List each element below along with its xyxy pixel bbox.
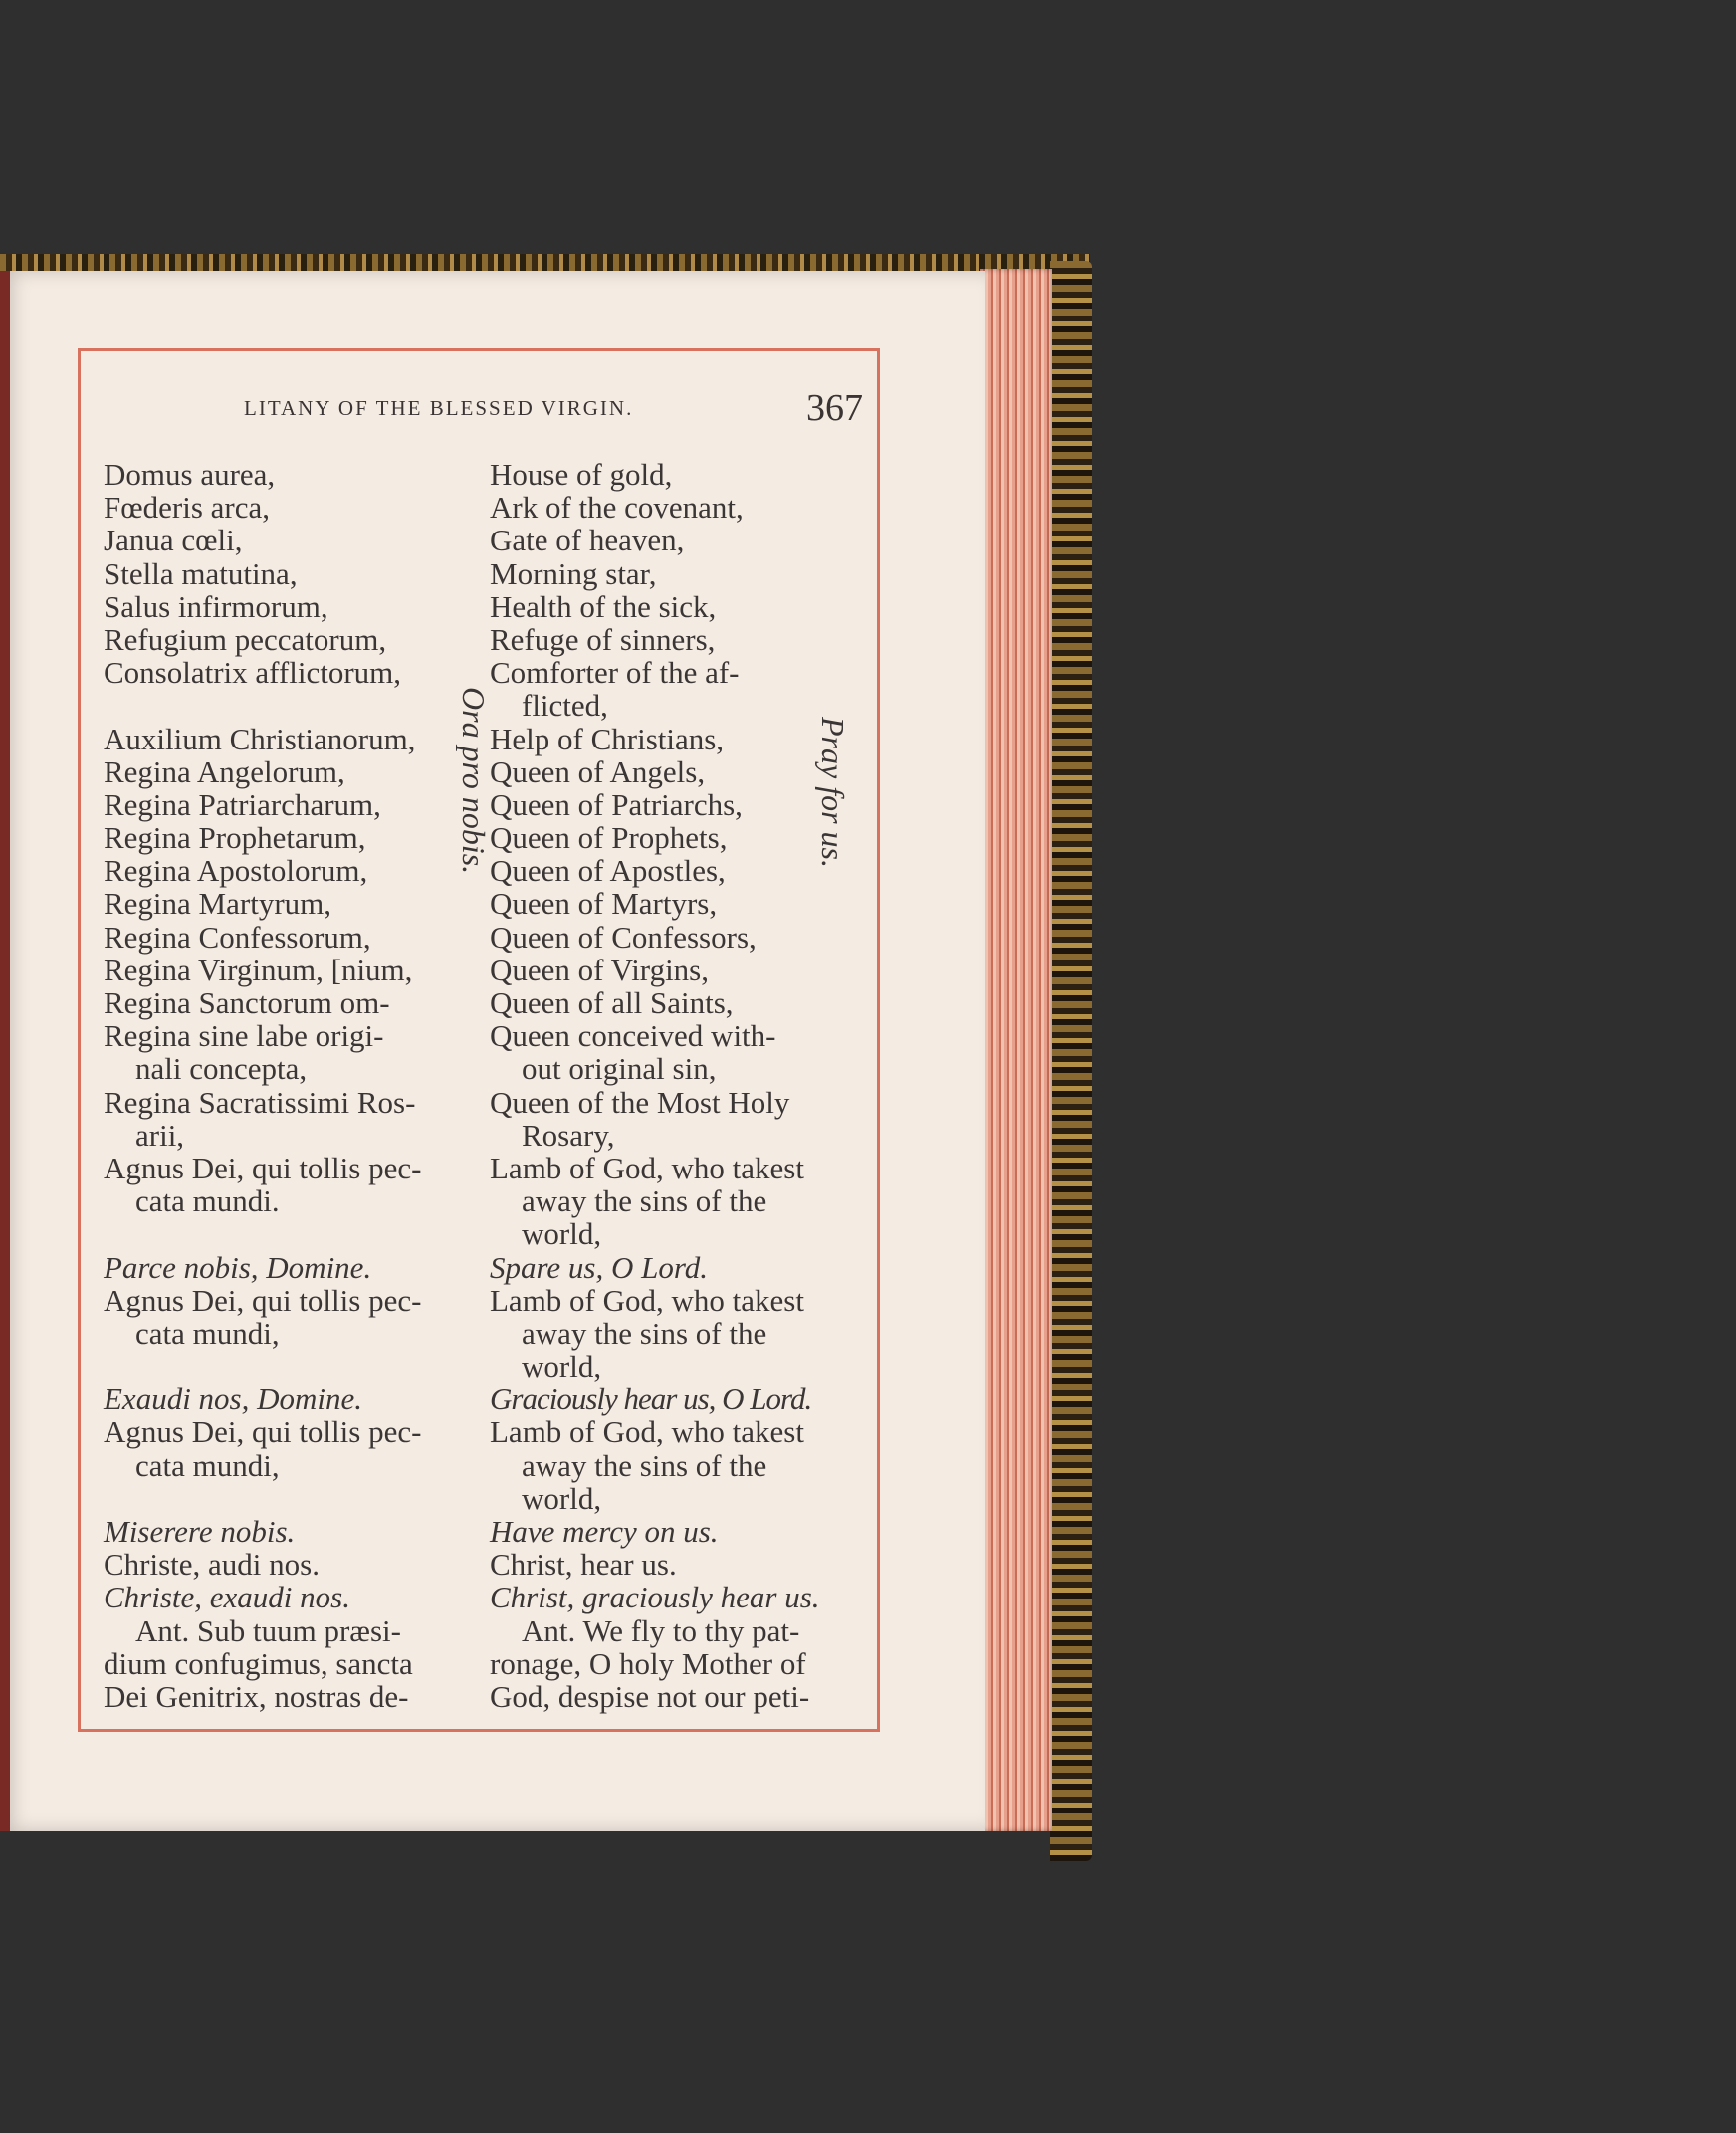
english-line: Ark of the covenant,	[490, 490, 744, 526]
latin-line: cata mundi,	[135, 1447, 280, 1483]
english-line: world,	[522, 1349, 602, 1385]
latin-line: Salus infirmorum,	[104, 588, 328, 624]
english-line: Lamb of God, who takest	[490, 1282, 804, 1318]
book-binding-right	[1050, 261, 1092, 1861]
latin-line: Consolatrix afflictorum,	[104, 655, 402, 691]
latin-line: Regina Virginum, [nium,	[104, 952, 413, 987]
english-response: Have mercy on us.	[490, 1514, 719, 1549]
english-response: Graciously hear us, O Lord.	[490, 1382, 812, 1417]
latin-response-vertical: Ora pro nobis.	[456, 687, 492, 875]
english-response-vertical: Pray for us.	[815, 717, 851, 868]
spacer	[104, 689, 472, 722]
english-line: Lamb of God, who takest	[490, 1414, 804, 1450]
english-line: Queen of Patriarchs,	[490, 786, 743, 822]
english-line: away the sins of the	[522, 1315, 767, 1351]
latin-line: arii,	[135, 1117, 185, 1153]
english-line: flicted,	[522, 688, 608, 724]
english-line: Queen of Virgins,	[490, 952, 709, 987]
english-line: Queen of Angels,	[490, 753, 706, 789]
english-line: Refuge of sinners,	[490, 621, 716, 657]
running-title: LITANY OF THE BLESSED VIRGIN.	[244, 396, 634, 420]
latin-line: Regina Angelorum,	[104, 753, 345, 789]
latin-line: Dei Genitrix, nostras de-	[104, 1678, 409, 1714]
latin-line: Regina sine labe origi-	[104, 1018, 384, 1054]
page-number: 367	[806, 387, 863, 429]
english-line: Queen of Martyrs,	[490, 886, 718, 922]
latin-line: nali concepta,	[135, 1051, 308, 1087]
english-line: Queen of the Most Holy	[490, 1084, 790, 1120]
latin-line: Auxilium Christianorum,	[104, 721, 416, 756]
english-response: Christ, graciously hear us.	[490, 1580, 820, 1615]
latin-line: cata mundi,	[135, 1315, 280, 1351]
latin-line: Janua cœli,	[104, 523, 243, 558]
english-line: Help of Christians,	[490, 721, 725, 756]
latin-response: Parce nobis, Domine.	[104, 1249, 372, 1285]
english-line: Christ, hear us.	[490, 1547, 677, 1583]
english-line: away the sins of the	[522, 1183, 767, 1219]
english-column	[490, 458, 840, 1713]
english-antiphon: Ant. We fly to thy pat-	[522, 1612, 800, 1648]
latin-line: Domus aurea,	[104, 457, 276, 492]
latin-line: Regina Sanctorum om-	[104, 985, 390, 1020]
english-line: Lamb of God, who takest	[490, 1150, 804, 1185]
latin-line: Regina Sacratissimi Ros-	[104, 1084, 416, 1120]
latin-line: Regina Prophetarum,	[104, 820, 366, 856]
page-gutter	[0, 271, 10, 1831]
latin-line: Regina Apostolorum,	[104, 853, 368, 889]
english-line: Queen of all Saints,	[490, 985, 734, 1020]
english-line: Gate of heaven,	[490, 523, 685, 558]
english-line: out original sin,	[522, 1051, 717, 1087]
english-line: Queen conceived with-	[490, 1018, 776, 1054]
latin-line: Agnus Dei, qui tollis pec-	[104, 1150, 422, 1185]
spacer	[104, 1217, 472, 1250]
english-line: God, despise not our peti-	[490, 1678, 810, 1714]
latin-line: Regina Martyrum,	[104, 886, 332, 922]
english-line: Rosary,	[522, 1117, 615, 1153]
latin-line: Agnus Dei, qui tollis pec-	[104, 1282, 422, 1318]
english-line: world,	[522, 1216, 602, 1252]
english-line: Queen of Confessors,	[490, 919, 757, 955]
latin-line: Regina Patriarcharum,	[104, 786, 381, 822]
english-line: Queen of Apostles,	[490, 853, 726, 889]
english-line: House of gold,	[490, 457, 673, 492]
english-line: Morning star,	[490, 555, 657, 591]
spacer	[104, 1350, 472, 1383]
latin-line: Agnus Dei, qui tollis pec-	[104, 1414, 422, 1450]
spacer	[104, 1482, 472, 1515]
english-line: Queen of Prophets,	[490, 820, 728, 856]
english-response: Spare us, O Lord.	[490, 1249, 709, 1285]
latin-line: cata mundi.	[135, 1183, 280, 1219]
latin-line: dium confugimus, sancta	[104, 1645, 413, 1681]
latin-line: Christe, audi nos.	[104, 1547, 320, 1583]
english-line: world,	[522, 1480, 602, 1516]
english-line: Health of the sick,	[490, 588, 717, 624]
latin-antiphon: Ant. Sub tuum præsi-	[135, 1612, 401, 1648]
latin-line: Stella matutina,	[104, 555, 298, 591]
latin-line: Regina Confessorum,	[104, 919, 371, 955]
latin-response: Miserere nobis.	[104, 1514, 296, 1549]
english-line: Comforter of the af-	[490, 655, 740, 691]
latin-line: Refugium peccatorum,	[104, 621, 387, 657]
latin-line: Fœderis arca,	[104, 490, 270, 526]
latin-column	[104, 458, 472, 1713]
latin-response: Christe, exaudi nos.	[104, 1580, 350, 1615]
english-line: away the sins of the	[522, 1447, 767, 1483]
page-fore-edge	[980, 269, 1052, 1831]
latin-response: Exaudi nos, Domine.	[104, 1382, 363, 1417]
english-line: ronage, O holy Mother of	[490, 1645, 806, 1681]
